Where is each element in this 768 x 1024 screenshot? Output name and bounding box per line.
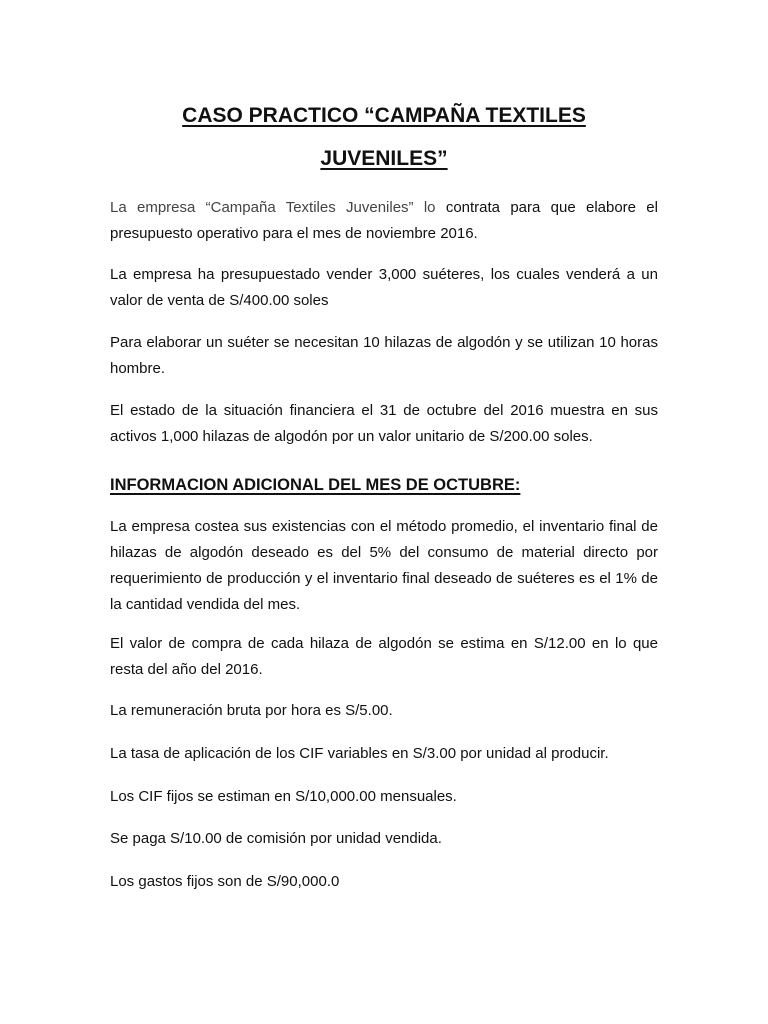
section-heading: [110, 472, 658, 498]
paragraph-variable-overhead: La tasa de aplicación de los CIF variables en S/3.00 por unidad al producir.: [110, 745, 609, 762]
paragraph-fixed-expenses: Los gastos fijos son de S/90,000.0: [110, 873, 340, 890]
title-line-2: JUVENILES”: [320, 147, 448, 170]
paragraph-intro-lead: La empresa “Campaña Textiles Juveniles” lo: [110, 199, 436, 216]
section-heading-text: INFORMACION ADICIONAL DEL MES DE OCTUBRE:: [110, 476, 521, 494]
paragraph-wage-rate: La remuneración bruta por hora es S/5.00.: [110, 702, 393, 719]
paragraph-intro: [110, 195, 658, 247]
paragraph-fixed-overhead: Los CIF fijos se estiman en S/10,000.00 mensuales.: [110, 788, 457, 805]
title-line-1: CASO PRACTICO “CAMPAÑA TEXTILES: [182, 104, 586, 127]
paragraph-inventory-method: La empresa costea sus existencias con el método promedio, el inventario final de hilazas de algodón deseado es del 5% del consumo de material directo por requerimiento de producción y el inventario final deseado de suéteres es el 1% de la cantidad vendida del mes.: [110, 518, 658, 613]
paragraph-production-requirements: Para elaborar un suéter se necesitan 10 hilazas de algodón y se utilizan 10 horas hombre.: [110, 334, 658, 377]
paragraph-financial-position: El estado de la situación financiera el 31 de octubre del 2016 muestra en sus activos 1,000 hilazas de algodón por un valor unitario de S/200.00 soles.: [110, 402, 658, 445]
paragraph-intro-rest: contrata para que elabore el presupuesto operativo para el mes de noviembre 2016.: [110, 199, 658, 242]
paragraph-purchase-price: El valor de compra de cada hilaza de algodón se estima en S/12.00 en lo que resta del año del 2016.: [110, 635, 658, 678]
paragraph-sales-budget: La empresa ha presupuestado vender 3,000 suéteres, los cuales venderá a un valor de venta de S/400.00 soles: [110, 266, 658, 309]
document-title: [110, 94, 658, 180]
paragraph-commission: Se paga S/10.00 de comisión por unidad vendida.: [110, 830, 442, 847]
